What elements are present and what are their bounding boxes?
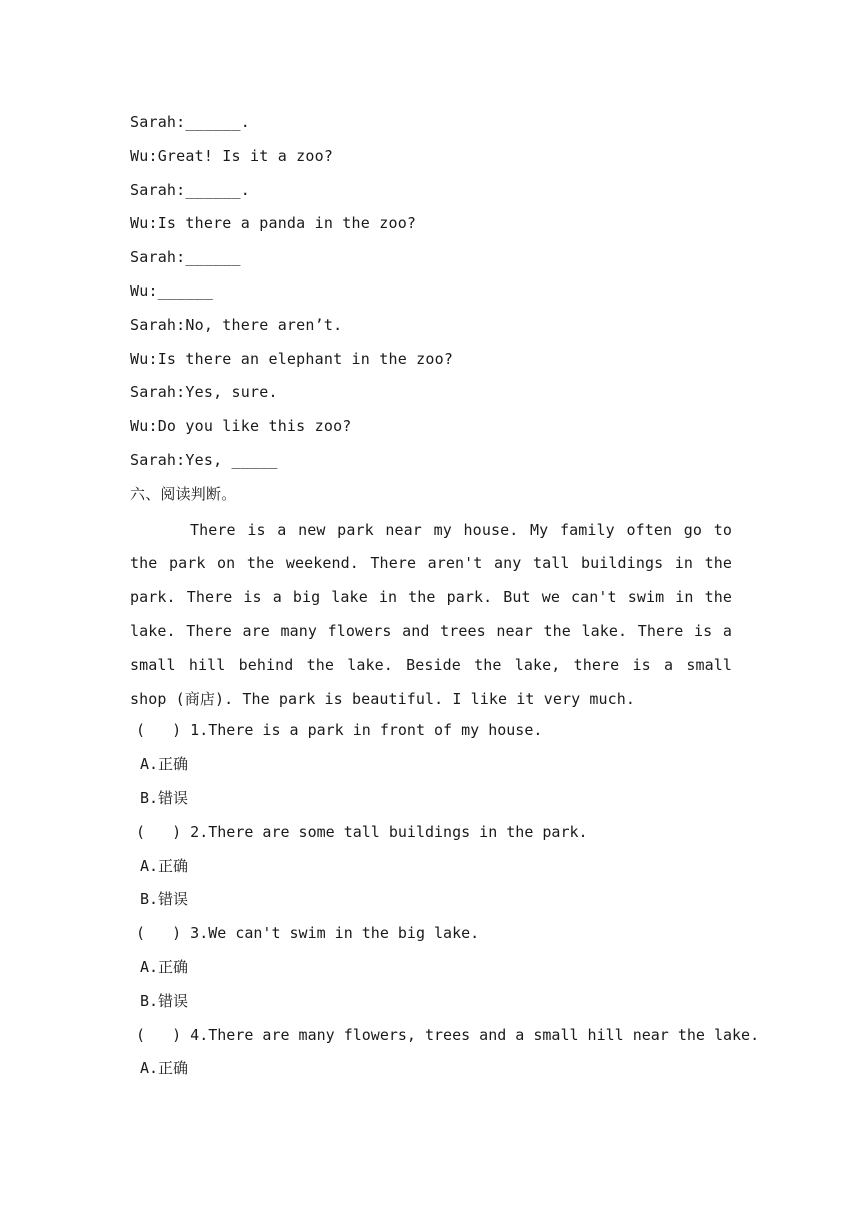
dialogue-line: Sarah:No, there aren’t. [130,315,343,334]
question-list [130,716,760,1088]
answer-option: B.错误 [140,991,189,1010]
reading-passage: There is a new park near my house. My family often go to the park on the weekend. There aren't any tall buildings in the park. There is a big lake in the park. But we can't swim in the lake. There are many flowers and trees near the lake. There is a small hill behind the lake. Beside the lake, there is a small shop (商店). The park is beautiful. I like it very much. [130,520,732,708]
answer-option: A.正确 [140,755,189,774]
dialogue-line: Wu:Great! Is it a zoo? [130,146,334,165]
answer-option: A.正确 [140,856,189,875]
dialogue-line: Wu:Do you like this zoo? [130,417,352,436]
question-item: ( ) 1.There is a park in front of my house. [136,721,543,740]
dialogue-line: Wu:______ [130,281,214,300]
answer-option: B.错误 [140,788,189,807]
question-item: ( ) 3.We can't swim in the big lake. [136,924,480,943]
answer-option: A.正确 [140,1059,189,1078]
dialogue-line: Sarah:Yes, sure. [130,383,278,402]
dialogue-line: Sarah:______ [130,248,241,267]
answer-option: B.错误 [140,890,189,909]
document-page [130,108,760,1088]
dialogue-line: Sarah:______. [130,113,250,131]
dialogue-line: Sarah:Yes, _____ [130,450,278,469]
section-heading: 六、阅读判断。 [130,484,237,503]
question-item: ( ) 2.There are some tall buildings in the park. [136,822,588,841]
question-item: ( ) 4.There are many flowers, trees and a small hill near the lake. [136,1025,760,1044]
dialogue-line: Wu:Is there a panda in the zoo? [130,214,417,233]
dialogue-line: Wu:Is there an elephant in the zoo? [130,349,454,368]
answer-option: A.正确 [140,957,189,976]
dialogue-block [130,108,732,480]
dialogue-line: Sarah:______. [130,180,250,199]
